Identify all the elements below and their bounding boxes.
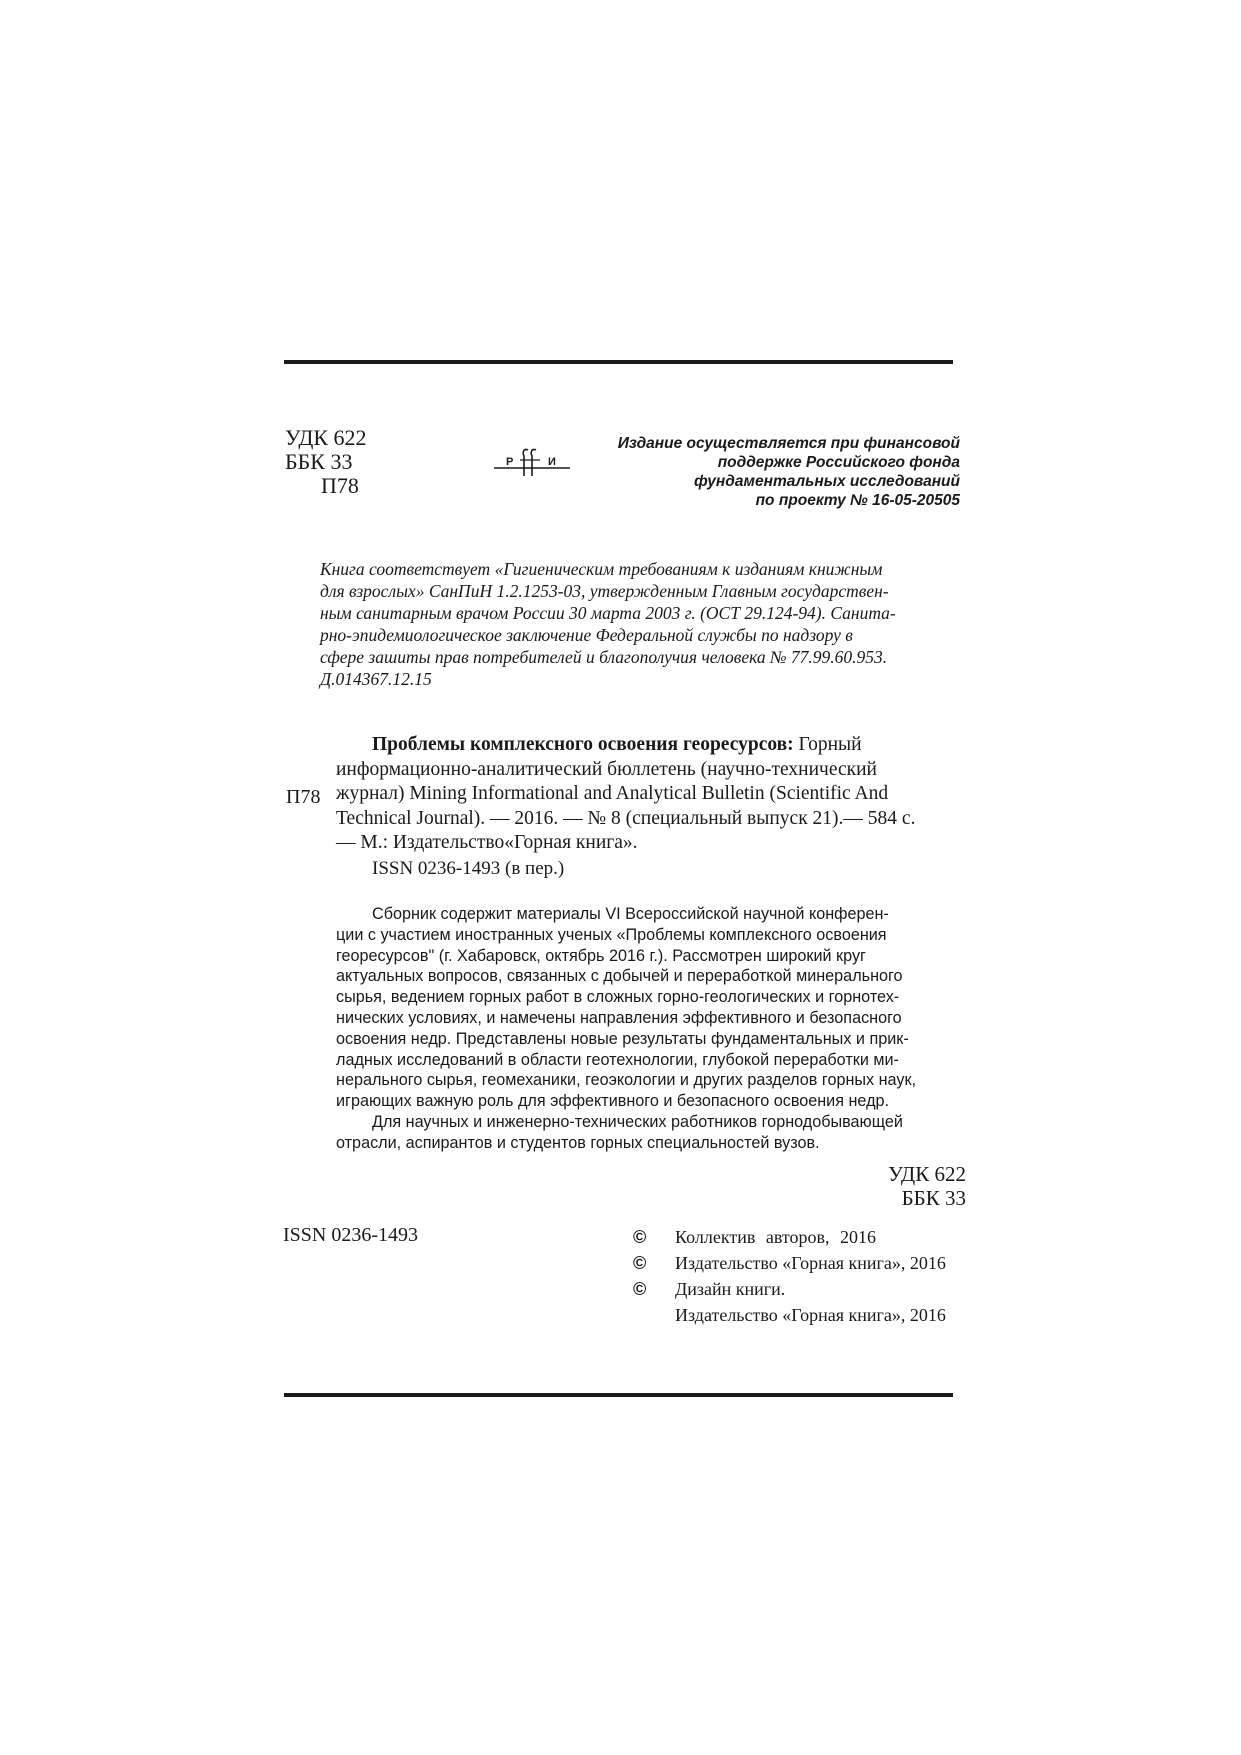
- biblio-line: — М.: Издательство«Горная книга».: [336, 832, 638, 853]
- bbk-code: ББК 33: [285, 449, 353, 474]
- abstract-line: сырья, ведением горных работ в сложных горно-геологических и горнотех-: [336, 988, 900, 1007]
- udk-code: УДК 622: [888, 1162, 966, 1186]
- abstract-line: ладных исследований в области геотехнологии, глубокой переработки ми-: [336, 1050, 899, 1069]
- hygiene-line: ным санитарным врачом России 30 марта 2003 г. (ОСТ 29.124-94). Санита-: [320, 603, 896, 623]
- abstract-codes: [860, 1162, 966, 1210]
- biblio-line: информационно-аналитический бюллетень (научно-технический: [336, 758, 877, 780]
- biblio-line: журнал) Mining Informational and Analytical Bulletin (Scientific And: [336, 783, 889, 804]
- copyright-continuation: Издательство «Горная книга», 2016: [675, 1305, 946, 1325]
- hygiene-line: рно-эпидемиологическое заключение Федеральной службы по надзору в: [320, 625, 853, 645]
- hygiene-line: сфере зашиты прав потребителей и благополучия человека № 77.99.60.953.: [320, 647, 888, 667]
- abstract-line: георесурсов" (г. Хабаровск, октябрь 2016 г.). Рассмотрен широкий круг: [336, 946, 866, 965]
- classification-codes: [285, 426, 367, 498]
- copyright-icon: ©: [633, 1253, 647, 1273]
- abstract-line: ции с участием иностранных ученых «Проблемы комплексного освоения: [336, 925, 887, 944]
- abstract-line: нических условиях, и намечены направления эффективного и безопасного: [336, 1008, 902, 1027]
- issn-footer: ISSN 0236-1493: [283, 1224, 419, 1246]
- book-title: Проблемы комплексного освоения георесурсов:: [372, 734, 794, 755]
- copyright-text: Коллектив авторов, 2016: [675, 1227, 876, 1247]
- abstract: [336, 904, 966, 1154]
- biblio-first-line: [336, 733, 964, 758]
- hygiene-notice: [320, 558, 960, 690]
- copyright-icon: ©: [633, 1279, 647, 1299]
- grant-line: поддержке Российского фонда: [717, 454, 960, 471]
- grant-line: Издание осуществляется при финансовой: [617, 435, 960, 452]
- hygiene-line: Д.014367.12.15: [320, 669, 432, 689]
- svg-text:И: И: [548, 456, 556, 468]
- svg-text:Р: Р: [506, 456, 514, 468]
- copyright-icon: ©: [633, 1227, 647, 1247]
- top-rule: [284, 360, 953, 364]
- rffi-logo-icon: [494, 446, 570, 480]
- biblio-line: Technical Journal). — 2016. — № 8 (специальный выпуск 21).— 584 с.: [336, 807, 916, 829]
- grant-line: по проекту № 16-05-20505: [755, 492, 960, 509]
- biblio-title-rest: Горный: [793, 734, 862, 755]
- author-sign-code: П78: [321, 473, 359, 498]
- audience-line: Для научных и инженерно-технических работников горнодобывающей: [372, 1112, 903, 1131]
- copyright-row: [633, 1250, 946, 1276]
- rffi-logo: [494, 446, 570, 480]
- grant-notice: [572, 434, 960, 510]
- copyright-row: [633, 1224, 946, 1250]
- abstract-line: нерального сырья, геомеханики, геоэкологии и других разделов горных наук,: [336, 1071, 917, 1090]
- bibliographic-record: [336, 733, 964, 856]
- issn-binding: ISSN 0236-1493 (в пер.): [372, 858, 565, 879]
- copyright-text: Издательство «Горная книга», 2016: [675, 1253, 946, 1273]
- abstract-line: актуальных вопросов, связанных с добычей и переработкой минерального: [336, 967, 903, 986]
- grant-line: фундаментальных исследований: [693, 473, 960, 490]
- abstract-line: играющих важную роль для эффективного и безопасного освоения недр.: [336, 1092, 890, 1111]
- hygiene-line: для взрослых» СанПиН 1.2.1253-03, утвержденным Главным государствен-: [320, 581, 889, 601]
- copyright-text: Дизайн книги.: [675, 1279, 786, 1299]
- biblio-side-code: П78: [286, 786, 321, 808]
- bbk-code: ББК 33: [901, 1186, 966, 1210]
- copyright-row: [633, 1276, 946, 1302]
- bottom-rule: [284, 1393, 953, 1397]
- udk-code: УДК 622: [285, 425, 367, 450]
- copyright-block: [633, 1224, 946, 1328]
- audience-line: отрасли, аспирантов и студентов горных специальностей вузов.: [336, 1133, 820, 1152]
- hygiene-line: Книга соответствует «Гигиеническим требованиям к изданиям книжным: [320, 559, 883, 579]
- abstract-line: освоения недр. Представлены новые результаты фундаментальных и прик-: [336, 1029, 909, 1048]
- abstract-line: Сборник содержит материалы VI Всероссийской научной конферен-: [372, 905, 889, 923]
